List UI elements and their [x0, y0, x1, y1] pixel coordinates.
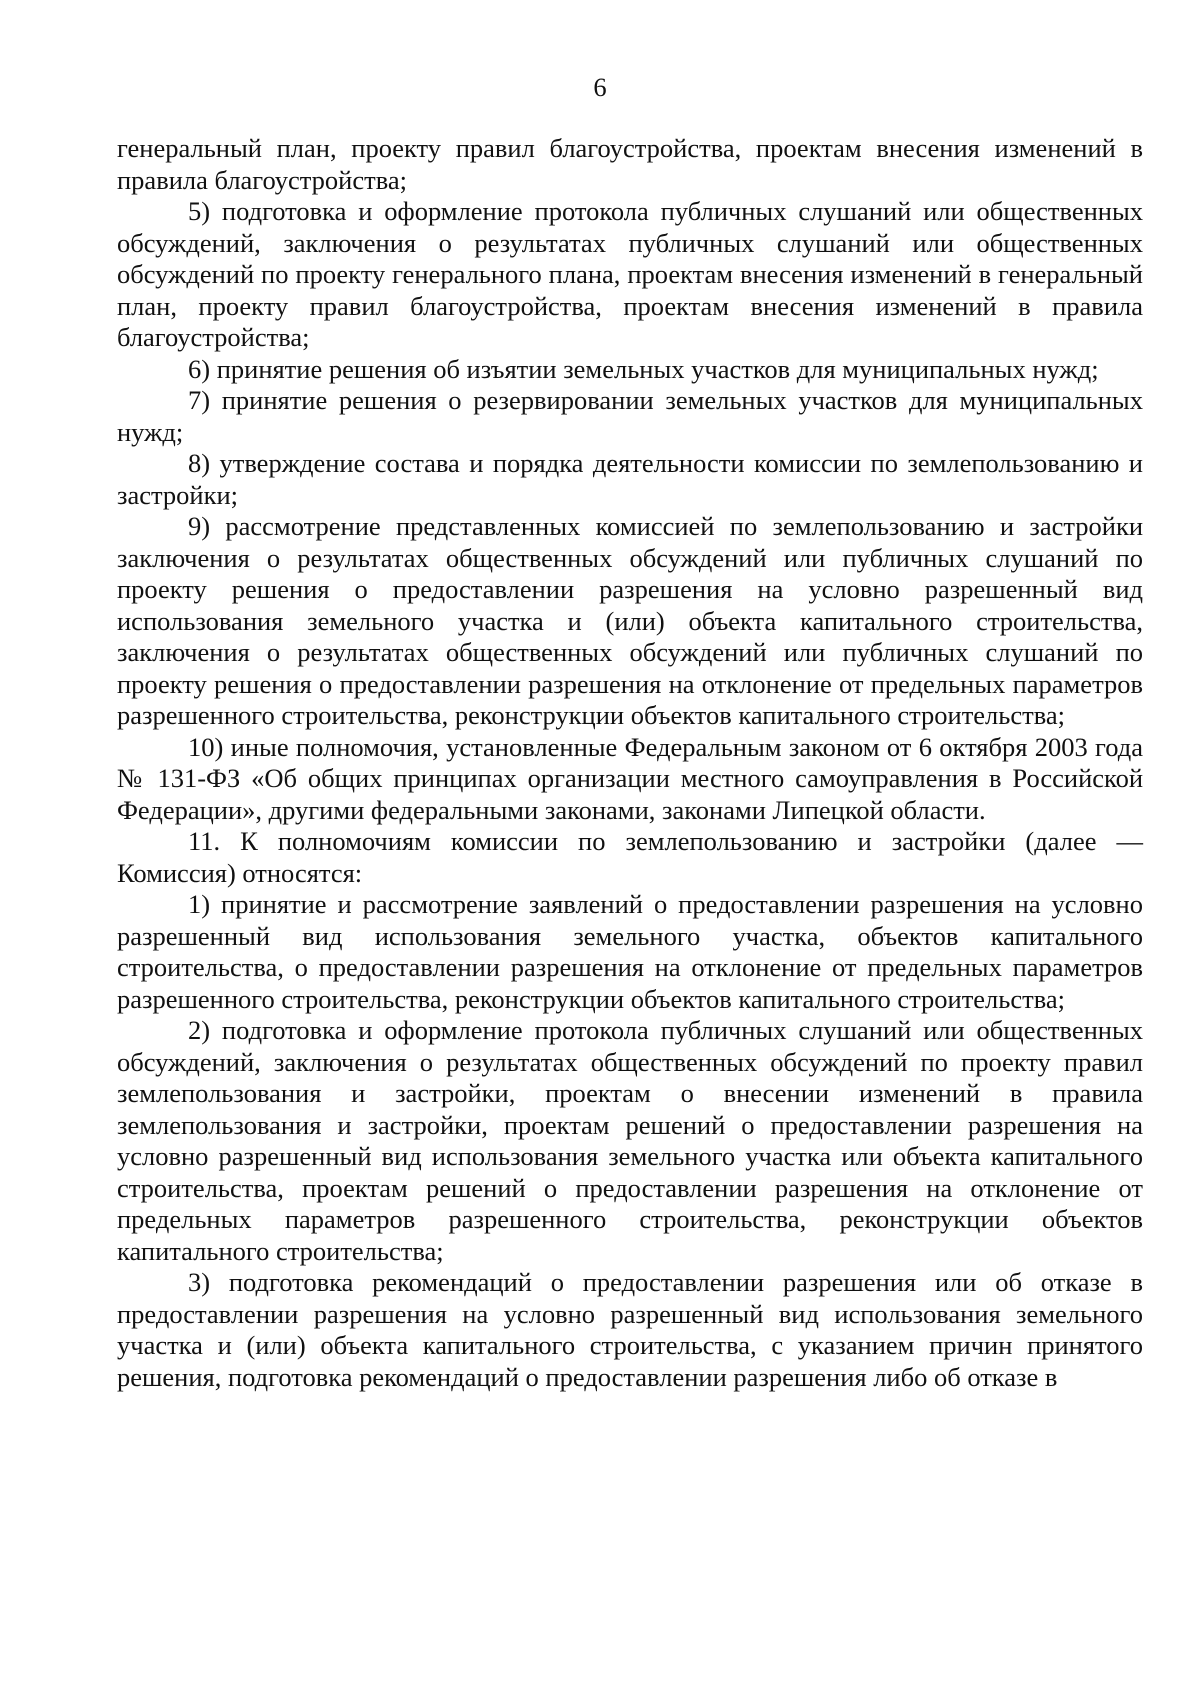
page-number: 6 [593, 72, 607, 102]
paragraph-item-10: 10) иные полномочия, установленные Федеральным законом от 6 октября 2003 года № 131-ФЗ «Об общих принципах организации местного самоуправления в Российской Федерации», другими федеральными законами, законами Липецкой области. [117, 731, 1143, 825]
paragraph-item-6: 6) принятие решения об изъятии земельных участков для муниципальных нужд; [188, 353, 1099, 384]
document-body [117, 133, 1143, 1393]
paragraph-section-11: 11. К полномочиям комиссии по землепользованию и застройки (далее — Комиссия) относятся: [117, 826, 1143, 888]
paragraph-subitem-1: 1) принятие и рассмотрение заявлений о предоставлении разрешения на условно разрешенный вид использования земельного участка, объектов капитального строительства, о предоставлении разрешения на отклонение от предельных параметров разрешенного строительства, реконструкции объектов капитального строительства; [117, 889, 1143, 1014]
paragraph-item-5: 5) подготовка и оформление протокола публичных слушаний или общественных обсуждений, заключения о результатах публичных слушаний или общественных обсуждений по проекту генерального плана, проектам внесения изменений в генеральный план, проекту правил благоустройства, проектам внесения изменений в правила благоустройства; [117, 196, 1143, 352]
paragraph-continuation: генеральный план, проекту правил благоустройства, проектам внесения изменений в правила благоустройства; [117, 133, 1143, 195]
paragraph-item-7: 7) принятие решения о резервировании земельных участков для муниципальных нужд; [117, 385, 1143, 447]
paragraph-subitem-3: 3) подготовка рекомендаций о предоставлении разрешения или об отказе в предоставлении разрешения на условно разрешенный вид использования земельного участка и (или) объекта капитального строительства, с указанием причин принятого решения, подготовка рекомендаций о предоставлении разрешения либо об отказе в [117, 1267, 1143, 1392]
paragraph-item-9: 9) рассмотрение представленных комиссией по землепользованию и застройки заключения о результатах общественных обсуждений или публичных слушаний по проекту решения о предоставлении разрешения на условно разрешенный вид использования земельного участка и (или) объекта капитального строительства, заключения о результатах общественных обсуждений или публичных слушаний по проекту решения о предоставлении разрешения на отклонение от предельных параметров разрешенного строительства, реконструкции объектов капитального строительства; [117, 511, 1143, 730]
paragraph-item-8: 8) утверждение состава и порядка деятельности комиссии по землепользованию и застройки; [117, 448, 1143, 510]
paragraph-subitem-2: 2) подготовка и оформление протокола публичных слушаний или общественных обсуждений, заключения о результатах общественных обсуждений по проекту правил землепользования и застройки, проектам о внесении изменений в правила землепользования и застройки, проектам решений о предоставлении разрешения на условно разрешенный вид использования земельного участка или объекта капитального строительства, проектам решений о предоставлении разрешения на отклонение от предельных параметров разрешенного строительства, реконструкции объектов капитального строительства; [117, 1015, 1143, 1266]
